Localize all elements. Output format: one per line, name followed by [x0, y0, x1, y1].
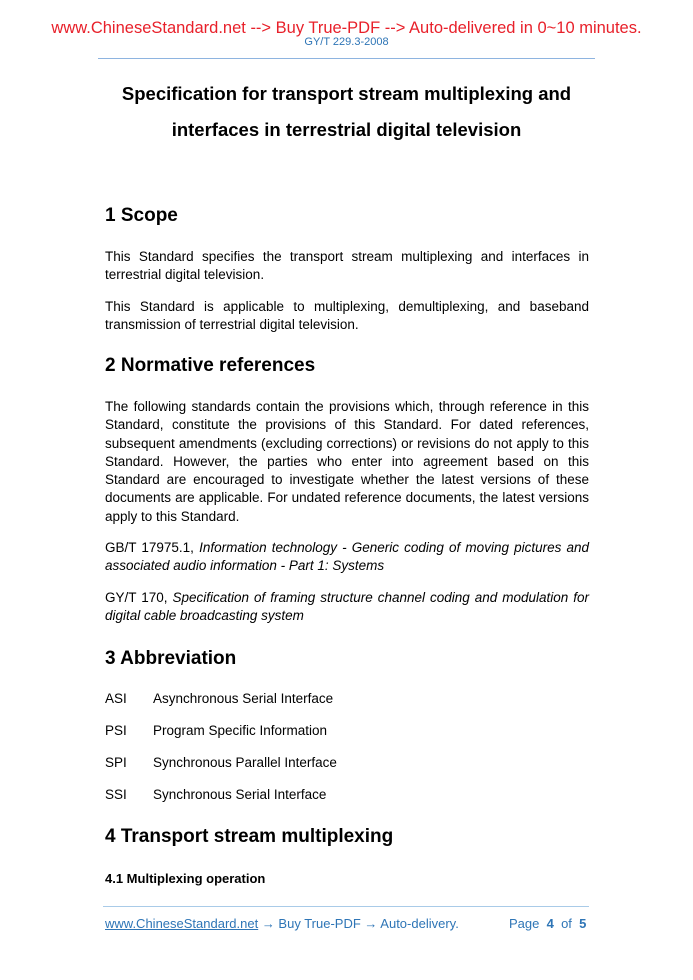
abbreviation-item	[105, 691, 333, 706]
heading-normative-references: 2 Normative references	[105, 355, 316, 376]
abbreviation-value: Synchronous Serial Interface	[153, 787, 327, 802]
title-line-1: Specification for transport stream multiplexing and	[121, 83, 572, 104]
abbreviation-key: SSI	[105, 787, 127, 802]
reference-title: Specification of framing structure channel coding and modulation for digital cable broadcasting system	[105, 590, 589, 624]
reference-title: Information technology - Generic coding of moving pictures and associated audio information - Part 1: Systems	[105, 540, 589, 574]
of-label: of	[561, 916, 572, 931]
page-indicator	[509, 916, 586, 931]
header-divider	[98, 58, 595, 59]
abbreviation-key: PSI	[105, 723, 127, 738]
footer-divider	[103, 906, 589, 907]
scope-paragraph-2: This Standard is applicable to multiplexing, demultiplexing, and baseband transmission of terrestrial digital television.	[105, 299, 589, 333]
abbreviation-value: Synchronous Parallel Interface	[153, 755, 337, 770]
abbreviation-item	[105, 723, 327, 738]
abbreviation-value: Asynchronous Serial Interface	[153, 691, 334, 706]
promo-banner[interactable]: www.ChineseStandard.net --> Buy True-PDF --> Auto-delivered in 0~10 minutes.	[51, 19, 642, 37]
abbreviation-item	[105, 787, 326, 802]
abbreviation-key: SPI	[105, 755, 127, 770]
document-code: GY/T 229.3-2008	[304, 36, 389, 48]
heading-scope: 1 Scope	[105, 205, 178, 226]
subheading-multiplexing-operation: 4.1 Multiplexing operation	[105, 871, 266, 886]
reference-code: GB/T 17975.1,	[105, 540, 200, 555]
page-label: Page	[509, 916, 540, 931]
scope-paragraph-1: This Standard specifies the transport stream multiplexing and interfaces in terrestrial digital television.	[105, 249, 589, 283]
footer-promo	[105, 916, 459, 931]
title-line-2: interfaces in terrestrial digital television	[171, 119, 522, 140]
heading-transport-stream-multiplexing: 4 Transport stream multiplexing	[105, 826, 394, 847]
abbreviation-item	[105, 755, 337, 770]
footer-link[interactable]: www.ChineseStandard.net	[105, 916, 259, 931]
reference-gyt-170	[105, 589, 589, 626]
abbreviation-value: Program Specific Information	[153, 723, 328, 738]
abbreviation-key: ASI	[105, 691, 127, 706]
footer-text: → Buy True-PDF → Auto-delivery.	[258, 916, 459, 931]
heading-abbreviation: 3 Abbreviation	[105, 648, 237, 669]
reference-gbt-17975	[105, 539, 589, 576]
page-number: 4	[546, 916, 554, 931]
page-total: 5	[579, 916, 587, 931]
references-paragraph: The following standards contain the provisions which, through reference in this Standard, constitute the provisions of this Standard. For dated references, subsequent amendments (excluding corrections) or revisions do not apply to this Standard. However, the parties who enter into agreement based on this Standard are encouraged to investigate whether the latest versions of these documents are applicable. For undated reference documents, the latest versions apply to this Standard.	[105, 399, 589, 524]
reference-code: GY/T 170,	[105, 590, 173, 605]
